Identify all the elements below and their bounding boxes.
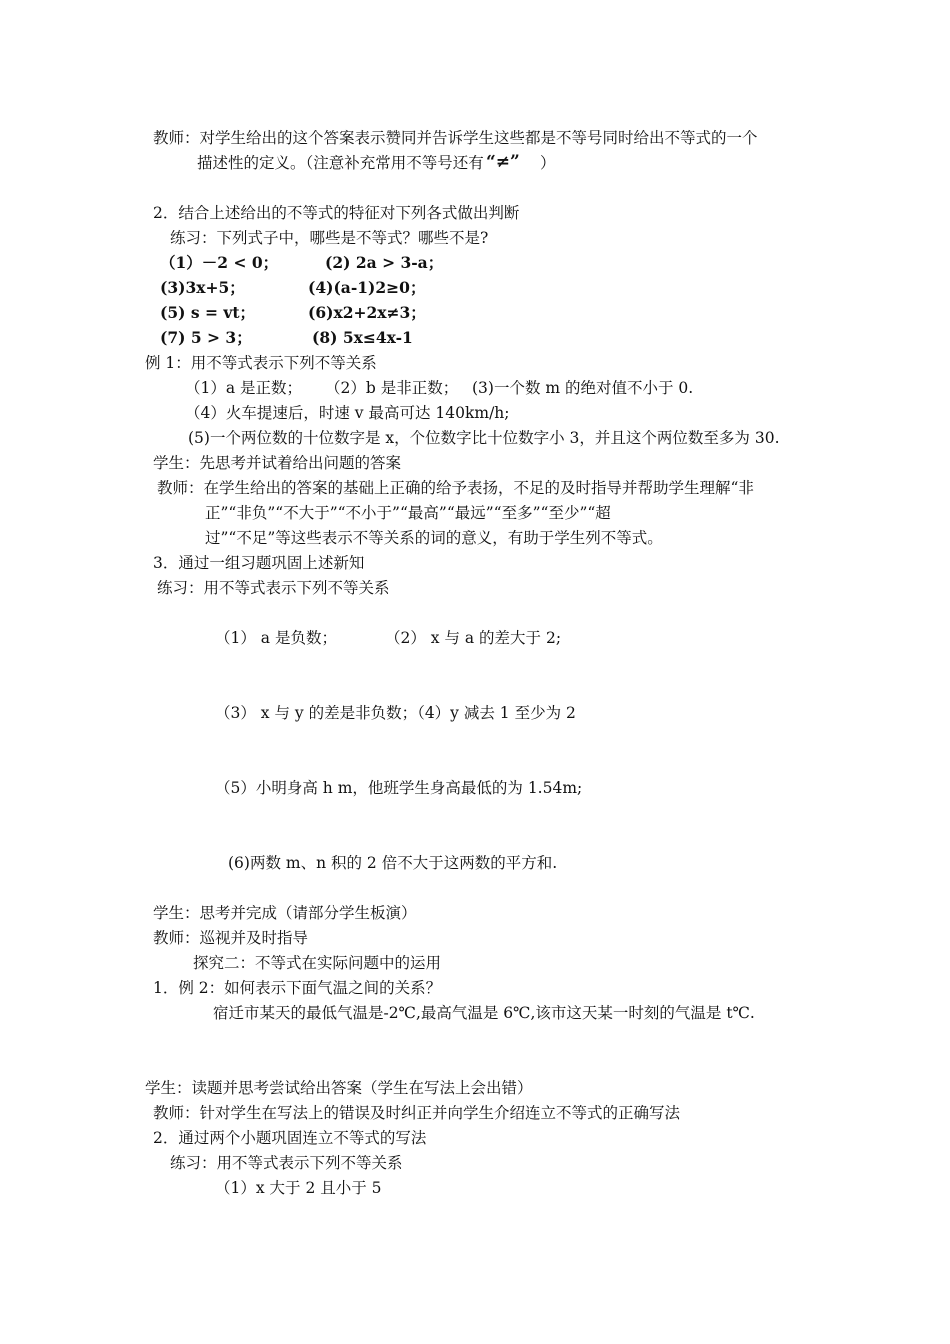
example-1-heading: 例 1：用不等式表示下列不等关系 (145, 354, 377, 372)
practice-2-item-1: （1） a 是负数； (215, 629, 337, 647)
exploration-2-heading: 探究二：不等式在实际问题中的运用 (193, 954, 442, 972)
teacher-line-6: 教师：巡视并及时指导 (153, 929, 309, 947)
practice-2-item-6: (6)两数 m、n 积的 2 倍不大于这两数的平方和. (228, 854, 558, 872)
student-line-1: 学生：先思考并试着给出问题的答案 (153, 454, 402, 472)
example-1-part-4: （4）火车提速后，时速 v 最高可达 140km/h; (185, 404, 510, 422)
practice-2-item-5: （5）小明身高 h m，他班学生身高最低的为 1.54m; (215, 779, 583, 797)
section-2-heading: 2．结合上述给出的不等式的特征对下列各式做出判断 (153, 204, 520, 222)
item-7: (7) 5 > 3； (160, 328, 252, 347)
example-1-part-3: (3)一个数 m 的绝对值不小于 0. (472, 379, 694, 397)
example-2-heading: 1．例 2：如何表示下面气温之间的关系？ (153, 979, 442, 997)
item-1: （1）－2 < 0； (160, 253, 279, 272)
teacher-line-1: 教师：对学生给出的这个答案表示赞同并告诉学生这些都是不等号同时给出不等式的一个 (153, 129, 758, 147)
item-8: (8) 5x≤4x-1 (312, 328, 413, 347)
student-line-3: 学生：读题并思考尝试给出答案（学生在写法上会出错） (145, 1079, 533, 1097)
not-equal-symbol: “≠” (486, 152, 520, 172)
teacher-line-7: 教师：针对学生在写法上的错误及时纠正并向学生介绍连立不等式的正确写法 (153, 1104, 681, 1122)
teacher-line-3: 教师：在学生给出的答案的基础上正确的给予表扬，不足的及时指导并帮助学生理解“非 (157, 479, 754, 497)
example-1-part-1: （1）a 是正数； (185, 379, 303, 397)
practice-2-item-3-4: （3） x 与 y 的差是非负数；（4）y 减去 1 至少为 2 (215, 704, 576, 722)
item-3: (3)3x+5； (160, 278, 245, 297)
example-1-part-5: (5)一个两位数的十位数字是 x，个位数字比十位数字小 3，并且这个两位数至多为 30. (188, 429, 780, 447)
example-2-text: 宿迁市某天的最低气温是-2℃,最高气温是 6℃,该市这天某一时刻的气温是 t℃. (213, 1004, 755, 1022)
example-1-part-2: （2）b 是非正数； (325, 379, 459, 397)
practice-2-intro: 练习：用不等式表示下列不等关系 (157, 579, 390, 597)
practice-2-item-2: （2） x 与 a 的差大于 2; (385, 629, 562, 647)
item-4: (4)(a-1)2≥0； (308, 278, 426, 297)
teacher-line-2: 描述性的定义。（注意补充常用不等号还有 (197, 154, 484, 172)
practice-3-intro: 练习：用不等式表示下列不等关系 (170, 1154, 403, 1172)
item-5: (5) s = vt； (160, 303, 256, 322)
practice-3-item-1: （1）x 大于 2 且小于 5 (215, 1179, 382, 1197)
section-2b-heading: 2．通过两个小题巩固连立不等式的写法 (153, 1129, 427, 1147)
practice-intro: 练习：下列式子中，哪些是不等式？哪些不是? (170, 229, 489, 247)
teacher-line-4: 正”“非负”“不大于”“不小于”“最高”“最远”“至多”“至少”“超 (205, 504, 611, 522)
section-3-heading: 3．通过一组习题巩固上述新知 (153, 554, 365, 572)
student-line-2: 学生：思考并完成（请部分学生板演） (153, 904, 417, 922)
item-2: (2) 2a > 3-a； (325, 253, 444, 272)
item-6: (6)x2+2x≠3； (308, 303, 426, 322)
teacher-line-5: 过”“不足”等这些表示不等关系的词的意义，有助于学生列不等式。 (205, 529, 663, 547)
closing-paren: ） (540, 154, 556, 172)
